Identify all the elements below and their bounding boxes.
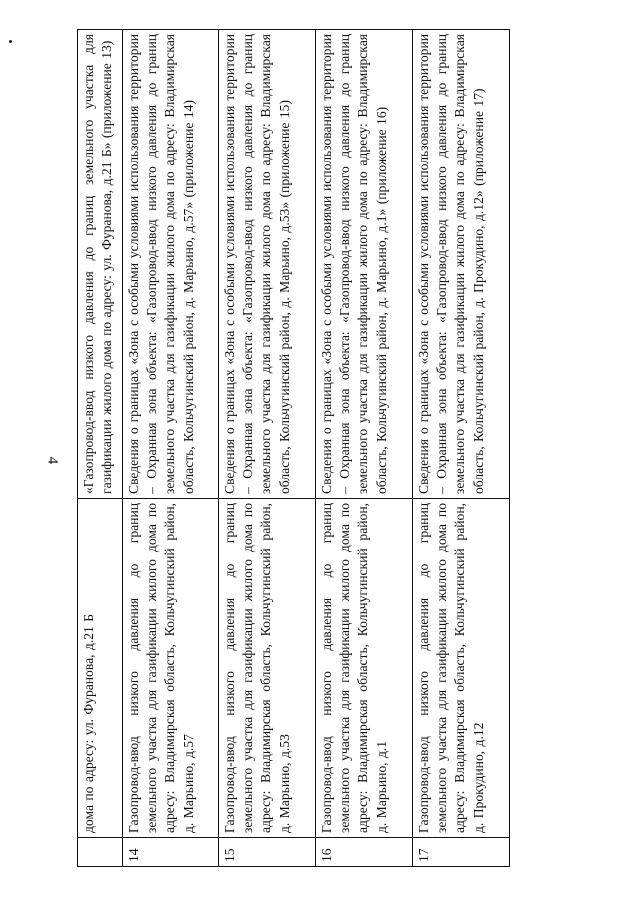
rotated-table-container xyxy=(77,34,512,867)
row-number: 14 xyxy=(123,838,219,867)
object-description: Газопровод-ввод низкого давления до границ земельного участка для газификации жилого дома по адресу: Владимирская область, Кольчугинский район, д. Марьино, д.57 xyxy=(123,499,219,838)
row-number: 17 xyxy=(413,838,510,867)
zone-info: Сведения о границах «Зона с особыми условиями использования территории – Охранная зона объекта: «Газопровод-ввод низкого давления до границ земельного участка для газификации жилого дома по адресу: Владимирская область, Кольчугинский район, д. Марьино, д.53» (приложение 15) xyxy=(219,30,316,499)
row-number: 16 xyxy=(316,838,413,867)
zone-info: «Газопровод-ввод низкого давления до границ земельного участка для газификации жилого дома по адресу: ул. Фуранова, д.21 Б» (приложение 13) xyxy=(78,30,123,499)
object-description: Газопровод-ввод низкого давления до границ земельного участка для газификации жилого дома по адресу: Владимирская область, Кольчугинский район, д. Прокудино, д.12 xyxy=(413,499,510,838)
object-description: Газопровод-ввод низкого давления до границ земельного участка для газификации жилого дома по адресу: Владимирская область, Кольчугинский район, д. Марьино, д.53 xyxy=(219,499,316,838)
object-description: дома по адресу: ул. Фуранова, д.21 Б xyxy=(78,499,123,838)
zones-table xyxy=(77,29,510,867)
table-row xyxy=(413,30,510,867)
scan-speck xyxy=(9,40,12,43)
zone-info: Сведения о границах «Зона с особыми условиями использования территории – Охранная зона объекта: «Газопровод-ввод низкого давления до границ земельного участка для газификации жилого дома по адресу: Владимирская область, Кольчугинский район, д. Марьино, д.1» (приложение 16) xyxy=(316,30,413,499)
row-number xyxy=(78,838,123,867)
page-number: 4 xyxy=(44,456,61,465)
row-number: 15 xyxy=(219,838,316,867)
table-row xyxy=(78,30,123,867)
table-row xyxy=(316,30,413,867)
table-row xyxy=(123,30,219,867)
zone-info: Сведения о границах «Зона с особыми условиями использования территории – Охранная зона объекта: «Газопровод-ввод низкого давления до границ земельного участка для газификации жилого дома по адресу: Владимирская область, Кольчугинский район, д. Прокудино, д.12» (приложение 17) xyxy=(413,30,510,499)
table-row xyxy=(219,30,316,867)
object-description: Газопровод-ввод низкого давления до границ земельного участка для газификации жилого дома по адресу: Владимирская область, Кольчугинский район, д. Марьино, д.1 xyxy=(316,499,413,838)
zone-info: Сведения о границах «Зона с особыми условиями использования территории – Охранная зона объекта: «Газопровод-ввод низкого давления до границ земельного участка для газификации жилого дома по адресу: Владимирская область, Кольчугинский район, д. Марьино, д.57» (приложение 14) xyxy=(123,30,219,499)
